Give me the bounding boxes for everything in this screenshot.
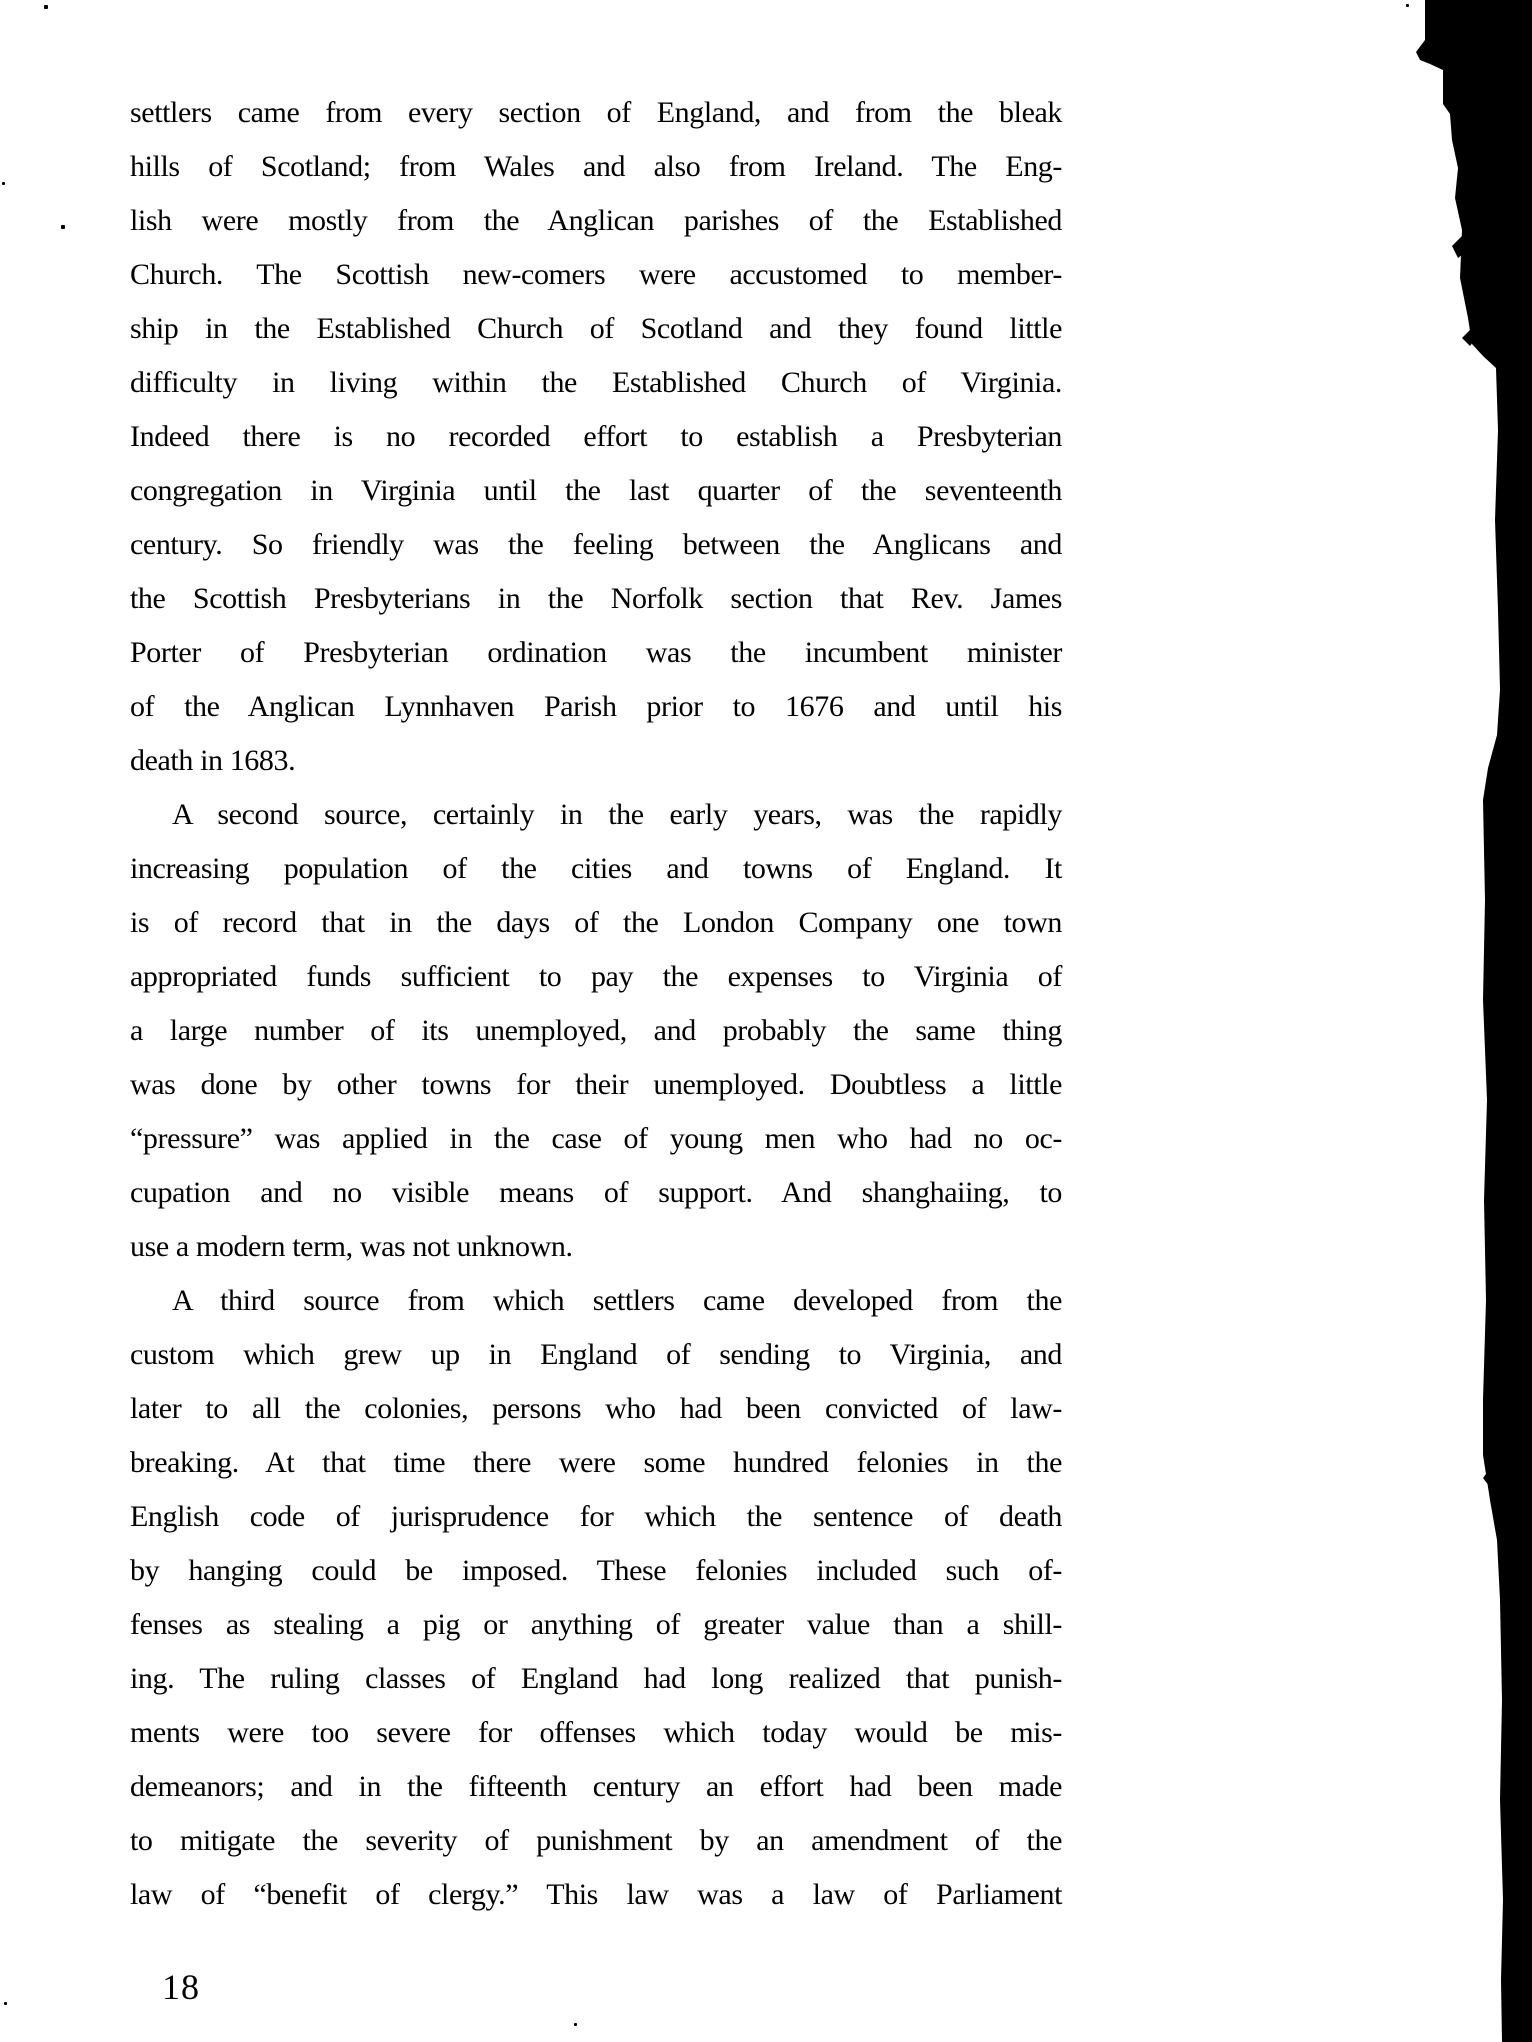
scan-speck	[574, 2023, 577, 2026]
scan-speck	[2, 182, 5, 185]
text-line: law of “benefit of clergy.” This law was a law of Parliament	[130, 1878, 1062, 1911]
text-line: A third source from which settlers came developed from the	[172, 1284, 1062, 1317]
text-line: of the Anglican Lynnhaven Parish prior to 1676 and until his	[130, 690, 1062, 723]
scan-speck	[1406, 4, 1409, 7]
text-line: to mitigate the severity of punishment by an amendment of the	[130, 1824, 1062, 1857]
text-line: appropriated funds sufficient to pay the expenses to Virginia of	[130, 960, 1062, 993]
text-line: settlers came from every section of England, and from the bleak	[130, 96, 1062, 129]
scan-speck	[44, 5, 48, 9]
text-line: custom which grew up in England of sending to Virginia, and	[130, 1338, 1062, 1371]
page-number: 18	[162, 1967, 200, 2007]
scan-speck	[4, 2002, 7, 2005]
page-text	[130, 86, 1062, 1922]
text-line: Indeed there is no recorded effort to establish a Presbyterian	[130, 420, 1062, 453]
text-line: by hanging could be imposed. These felonies included such of-	[130, 1554, 1062, 1587]
text-line: congregation in Virginia until the last quarter of the seventeenth	[130, 474, 1062, 507]
text-line: century. So friendly was the feeling between the Anglicans and	[130, 528, 1062, 561]
text-line: English code of jurisprudence for which the sentence of death	[130, 1500, 1062, 1533]
text-line: fenses as stealing a pig or anything of greater value than a shill-	[130, 1608, 1062, 1641]
text-line: lish were mostly from the Anglican parishes of the Established	[130, 204, 1062, 237]
text-line: ship in the Established Church of Scotland and they found little	[130, 312, 1062, 345]
text-line: a large number of its unemployed, and probably the same thing	[130, 1014, 1062, 1047]
text-line: Church. The Scottish new-comers were accustomed to member-	[130, 258, 1062, 291]
text-line: difficulty in living within the Established Church of Virginia.	[130, 366, 1062, 399]
text-line: ing. The ruling classes of England had long realized that punish-	[130, 1662, 1062, 1695]
text-line: the Scottish Presbyterians in the Norfolk section that Rev. James	[130, 582, 1062, 615]
text-line: later to all the colonies, persons who had been convicted of law-	[130, 1392, 1062, 1425]
text-line: A second source, certainly in the early years, was the rapidly	[172, 798, 1062, 831]
text-line: is of record that in the days of the London Company one town	[130, 906, 1062, 939]
text-line: was done by other towns for their unemployed. Doubtless a little	[130, 1068, 1062, 1101]
text-line: ments were too severe for offenses which today would be mis-	[130, 1716, 1062, 1749]
text-line: death in 1683.	[130, 744, 296, 777]
text-line: Porter of Presbyterian ordination was the incumbent minister	[130, 636, 1062, 669]
scan-speck	[61, 225, 65, 229]
text-line: demeanors; and in the fifteenth century an effort had been made	[130, 1770, 1062, 1803]
text-line: hills of Scotland; from Wales and also from Ireland. The Eng-	[130, 150, 1062, 183]
text-line: use a modern term, was not unknown.	[130, 1230, 573, 1263]
text-line: cupation and no visible means of support. And shanghaiing, to	[130, 1176, 1062, 1209]
text-line: breaking. At that time there were some hundred felonies in the	[130, 1446, 1062, 1479]
text-line: increasing population of the cities and towns of England. It	[130, 852, 1062, 885]
text-line: “pressure” was applied in the case of young men who had no oc-	[130, 1122, 1062, 1155]
